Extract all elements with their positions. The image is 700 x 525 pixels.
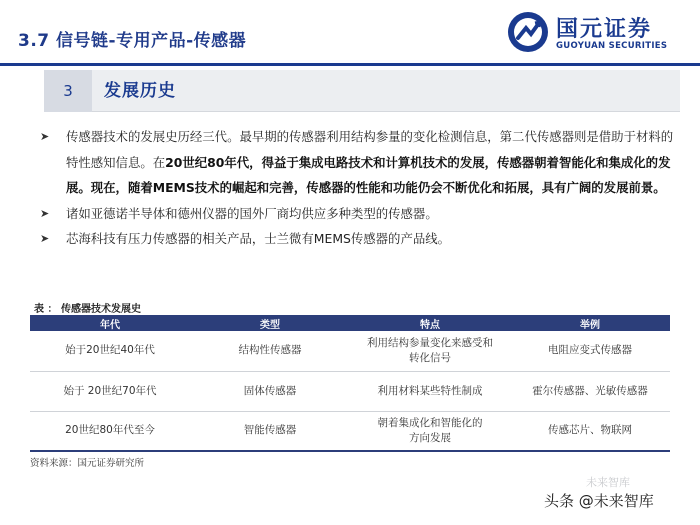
- slide-title: 3.7 信号链-专用产品-传感器: [18, 31, 247, 51]
- section-title: 发展历史: [104, 81, 176, 101]
- arrow-bullet-icon: ➤: [40, 206, 50, 220]
- arrow-bullet-icon: ➤: [40, 232, 50, 245]
- bullet-list: [40, 124, 676, 252]
- table-row: [30, 411, 670, 451]
- watermark-faint: 未来智库: [586, 476, 630, 489]
- table-cell: 始于20世纪40年代: [30, 331, 190, 371]
- logo-text-en: GUOYUAN SECURITIES: [556, 41, 668, 51]
- table-cell: 固体传感器: [190, 371, 350, 411]
- bullet-text-bold: 20世纪80年代，得益于集成电路技术和计算机技术的发展，传感器朝着智能化和集成化的发展。现在，随着MEMS技术的崛起和完善，传感器的性能和功能仍会不断优化和拓展，具有广阔的发展前景。: [66, 154, 671, 195]
- bullet-item-domestic: [40, 226, 676, 252]
- table-cell: 20世纪80年代至今: [30, 411, 190, 451]
- company-logo: [506, 10, 692, 56]
- source-note: 资料来源：国元证券研究所: [30, 458, 145, 469]
- bullet-text: 芯海科技有压力传感器的相关产品，士兰微有MEMS传感器的产品线。: [66, 231, 451, 246]
- table-caption: 表 ： 传感器技术发展史: [34, 304, 141, 315]
- section-number: 3: [44, 70, 92, 112]
- table-cell: 朝着集成化和智能化的 方向发展: [350, 411, 510, 451]
- table-row: [30, 371, 670, 411]
- bullet-text: 诸如亚德诺半导体和德州仪器的国外厂商均供应多种类型的传感器。: [66, 205, 438, 221]
- header-divider: [0, 63, 700, 66]
- table-header-cell: 年代: [30, 315, 190, 331]
- table-header-cell: 特点: [350, 315, 510, 331]
- table-row: [30, 331, 670, 371]
- table-cell: 电阻应变式传感器: [510, 331, 670, 371]
- arrow-bullet-icon: ➤: [40, 130, 50, 143]
- bullet-text: 传感器技术的发展史历经三代。最早期的传感器利用结构参量的变化检测信息，第二代传感器则是借助于材料的特性感知信息。在: [66, 129, 674, 170]
- table-header-cell: 举例: [510, 315, 670, 331]
- bullet-item-history: [40, 124, 676, 201]
- logo-text-cn: 国元证券: [556, 17, 653, 42]
- bullet-item-vendors: [40, 201, 676, 227]
- guoyuan-emblem-icon: [506, 10, 550, 54]
- table-cell: 霍尔传感器、光敏传感器: [510, 371, 670, 411]
- slide-header: [0, 0, 700, 66]
- table-cell: 结构性传感器: [190, 331, 350, 371]
- table-cell: 传感芯片、物联网: [510, 411, 670, 451]
- watermark: 头条 @未来智库: [544, 492, 654, 510]
- table-header-cell: 类型: [190, 315, 350, 331]
- section-bar: [44, 70, 680, 112]
- sensor-history-table: [30, 315, 670, 452]
- table-cell: 利用结构参量变化来感受和 转化信号: [350, 331, 510, 371]
- table-header-row: [30, 315, 670, 331]
- table-cell: 始于 20世纪70年代: [30, 371, 190, 411]
- table-cell: 智能传感器: [190, 411, 350, 451]
- table-cell: 利用材料某些特性制成: [350, 371, 510, 411]
